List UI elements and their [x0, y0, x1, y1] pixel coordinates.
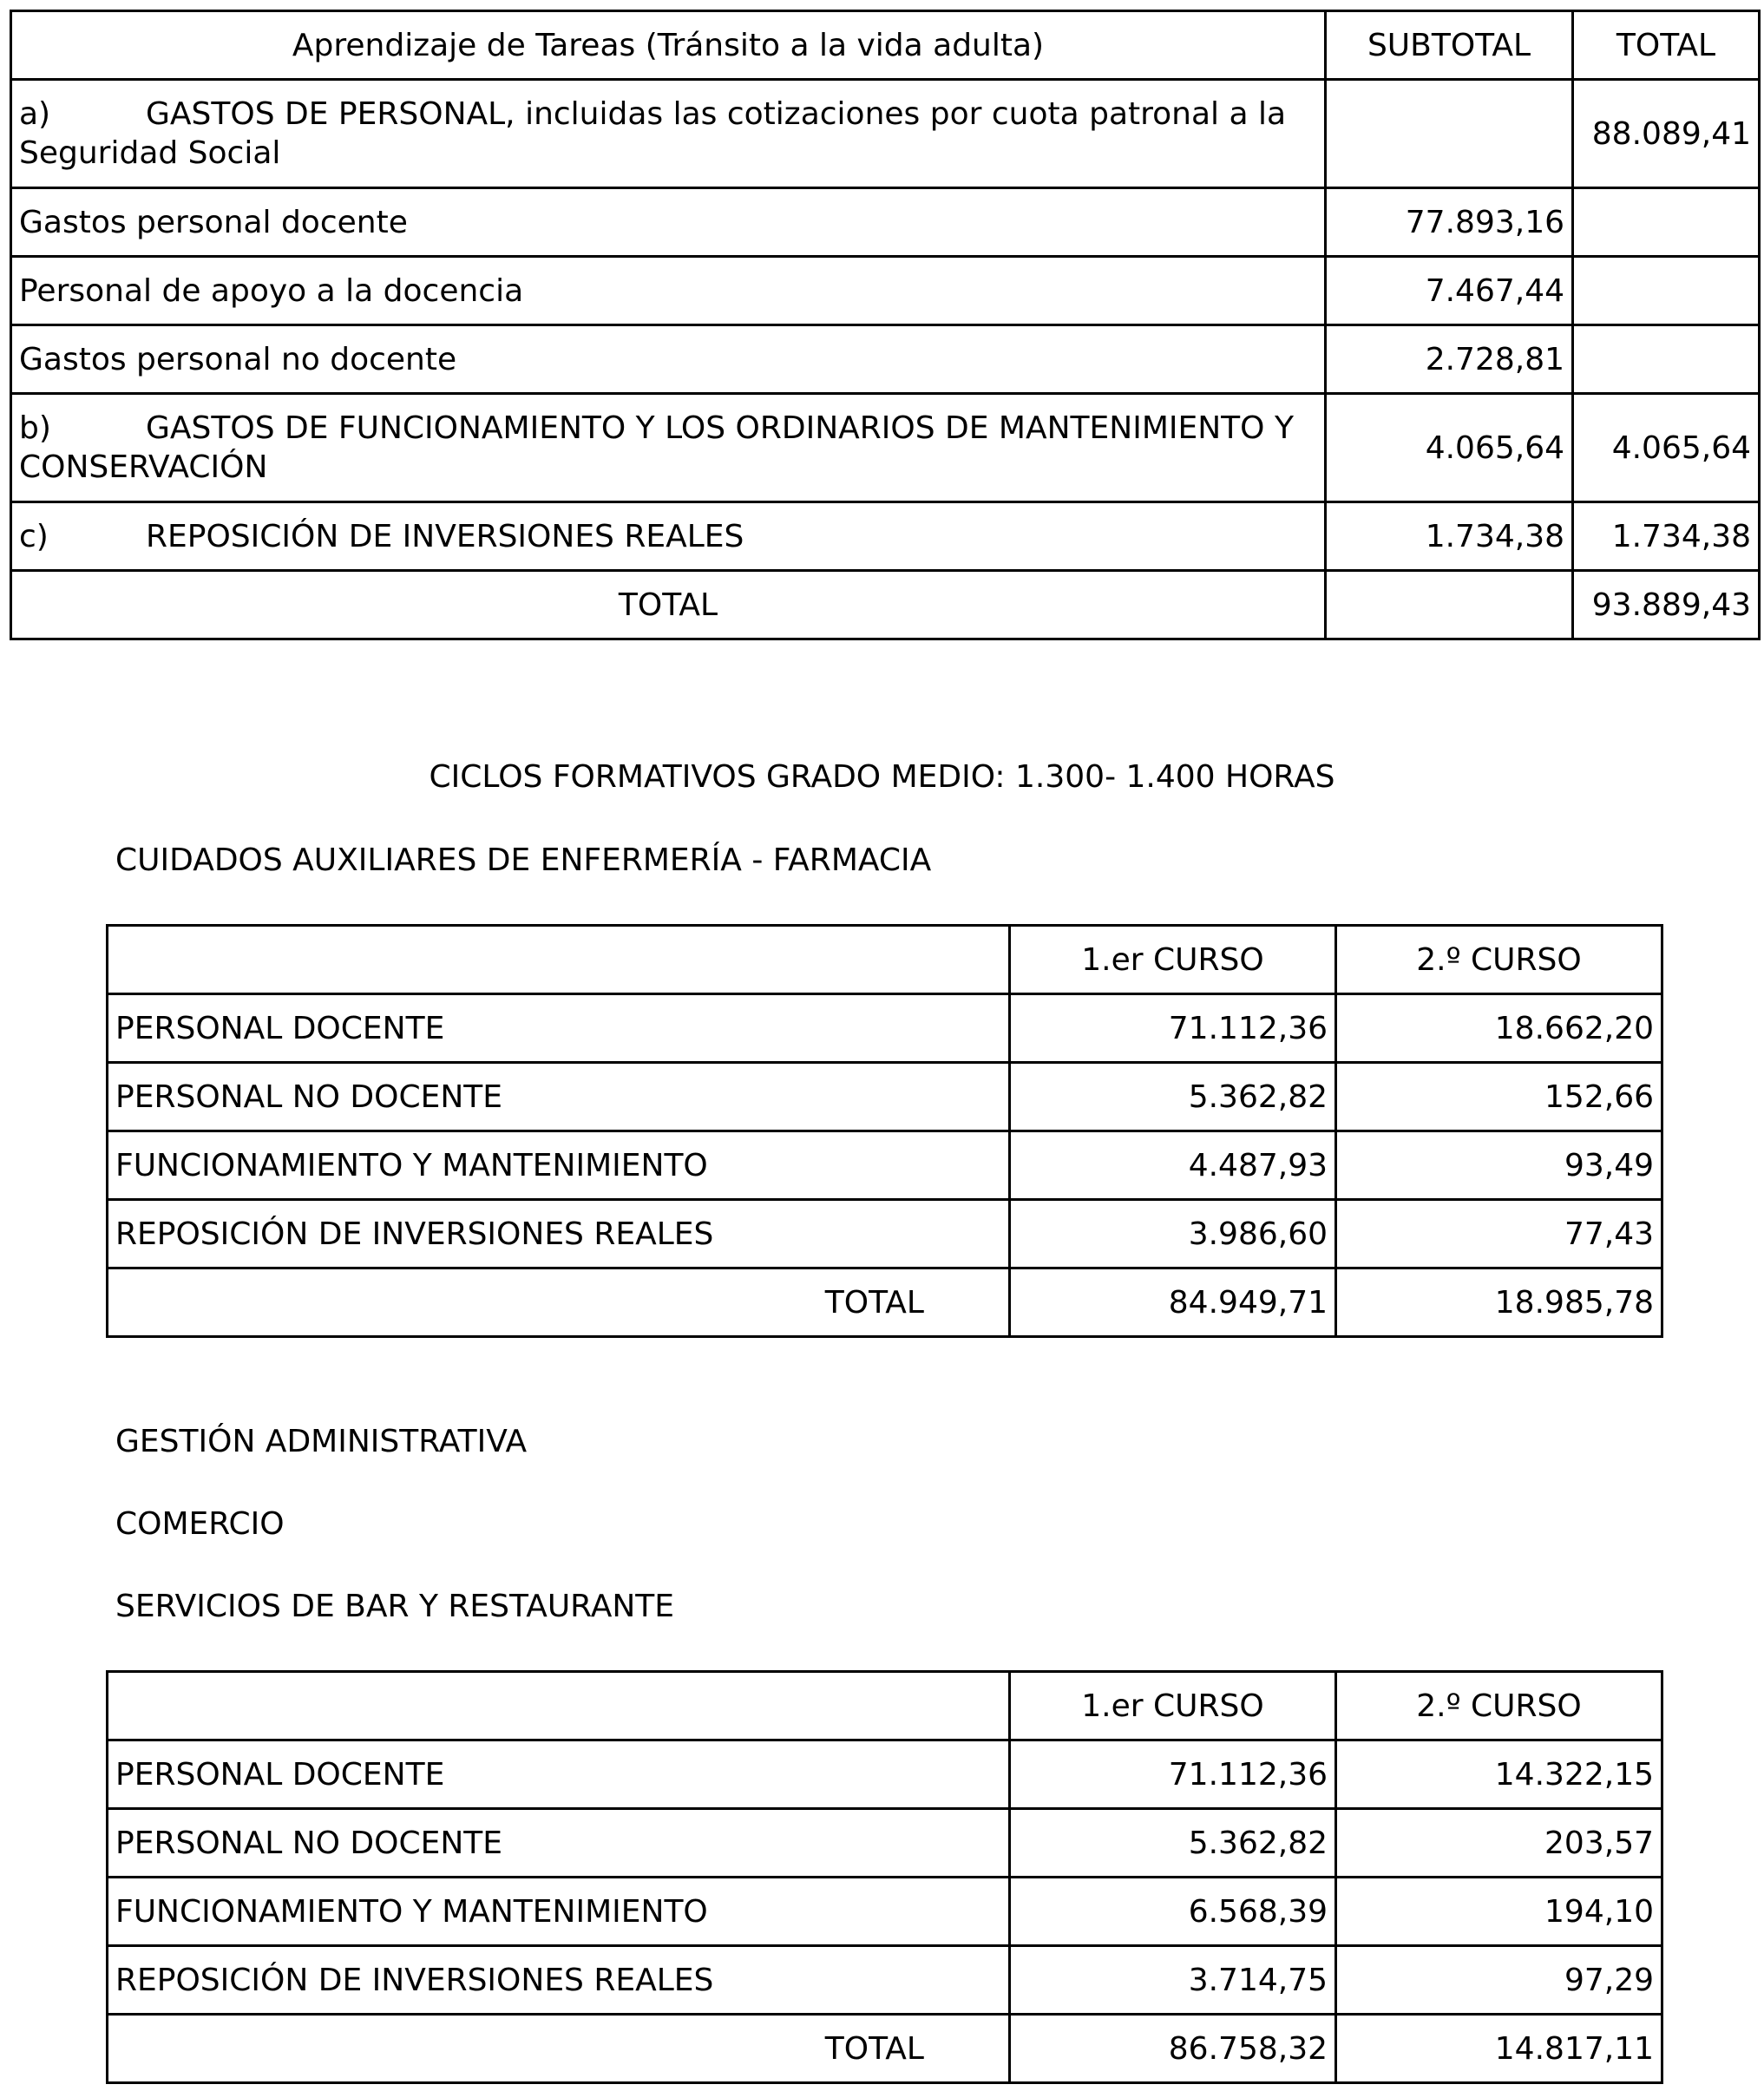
second-course-header: 2.º CURSO [1336, 926, 1662, 994]
second-course-cell: 18.662,20 [1336, 994, 1662, 1063]
total-label-cell [108, 1268, 1010, 1337]
first-course-cell: 4.487,93 [1010, 1131, 1336, 1200]
total-cell [1573, 257, 1760, 325]
total-label: TOTAL [11, 571, 1326, 639]
grand-total-cell: 93.889,43 [1573, 571, 1760, 639]
first-course-cell: 6.568,39 [1010, 1878, 1336, 1946]
table-row [11, 257, 1760, 325]
total-cell: 1.734,38 [1573, 502, 1760, 571]
second-course-cell: 194,10 [1336, 1878, 1662, 1946]
table-row [108, 1946, 1662, 2015]
row-label: REPOSICIÓN DE INVERSIONES REALES [108, 1946, 1010, 2015]
group-heading: SERVICIOS DE BAR Y RESTAURANTE [115, 1589, 675, 1624]
row-label: PERSONAL DOCENTE [108, 994, 1010, 1063]
second-course-cell: 97,29 [1336, 1946, 1662, 2015]
second-course-header: 2.º CURSO [1336, 1672, 1662, 1740]
budget-table-aprendizaje [10, 10, 1761, 640]
total-cell: 88.089,41 [1573, 80, 1760, 188]
row-label: PERSONAL NO DOCENTE [108, 1063, 1010, 1131]
row-text: GASTOS DE PERSONAL, incluidas las cotizaciones por cuota patronal a la Seguridad Social [19, 96, 1287, 171]
first-course-total: 84.949,71 [1010, 1268, 1336, 1337]
first-course-total: 86.758,32 [1010, 2015, 1336, 2083]
subtotal-cell: 7.467,44 [1326, 257, 1573, 325]
row-letter: b) [19, 410, 51, 446]
subtotal-cell [1326, 571, 1573, 639]
row-label [11, 394, 1326, 502]
subtotal-header: SUBTOTAL [1326, 11, 1573, 80]
table-row [108, 1063, 1662, 1131]
table-row [11, 325, 1760, 394]
table-row [11, 188, 1760, 257]
subtotal-cell: 77.893,16 [1326, 188, 1573, 257]
row-label: PERSONAL DOCENTE [108, 1740, 1010, 1809]
row-label: FUNCIONAMIENTO Y MANTENIMIENTO [108, 1131, 1010, 1200]
row-letter: a) [19, 96, 51, 132]
table-row [11, 394, 1760, 502]
total-cell: 4.065,64 [1573, 394, 1760, 502]
subtotal-cell: 1.734,38 [1326, 502, 1573, 571]
second-course-cell: 93,49 [1336, 1131, 1662, 1200]
table-row [108, 1200, 1662, 1268]
row-label: Personal de apoyo a la docencia [11, 257, 1326, 325]
subtotal-cell: 2.728,81 [1326, 325, 1573, 394]
table-row [108, 1740, 1662, 1809]
first-course-header: 1.er CURSO [1010, 926, 1336, 994]
second-course-total: 18.985,78 [1336, 1268, 1662, 1337]
table-header-row [11, 11, 1760, 80]
section-title: CICLOS FORMATIVOS GRADO MEDIO: 1.300- 1.400 HORAS [429, 759, 1335, 795]
row-label: REPOSICIÓN DE INVERSIONES REALES [108, 1200, 1010, 1268]
first-course-cell: 3.986,60 [1010, 1200, 1336, 1268]
first-course-header: 1.er CURSO [1010, 1672, 1336, 1740]
table-row [108, 1809, 1662, 1878]
header-blank [108, 1672, 1010, 1740]
total-label: TOTAL [824, 2030, 924, 2067]
row-label [11, 80, 1326, 188]
total-cell [1573, 188, 1760, 257]
table-total-row [108, 2015, 1662, 2083]
row-text: REPOSICIÓN DE INVERSIONES REALES [146, 518, 744, 554]
row-label: FUNCIONAMIENTO Y MANTENIMIENTO [108, 1878, 1010, 1946]
first-course-cell: 5.362,82 [1010, 1063, 1336, 1131]
table-header-row [108, 1672, 1662, 1740]
header-blank [108, 926, 1010, 994]
table-total-row [11, 571, 1760, 639]
row-text: GASTOS DE FUNCIONAMIENTO Y LOS ORDINARIOS DE MANTENIMIENTO Y CONSERVACIÓN [19, 410, 1294, 485]
table-header-row [108, 926, 1662, 994]
second-course-total: 14.817,11 [1336, 2015, 1662, 2083]
table-row [11, 502, 1760, 571]
table-row [108, 1878, 1662, 1946]
first-course-cell: 71.112,36 [1010, 994, 1336, 1063]
total-header: TOTAL [1573, 11, 1760, 80]
total-label-cell [108, 2015, 1010, 2083]
table-row [11, 80, 1760, 188]
first-course-cell: 5.362,82 [1010, 1809, 1336, 1878]
total-label: TOTAL [824, 1284, 924, 1321]
budget-table-gestion [106, 1670, 1663, 2084]
first-course-cell: 3.714,75 [1010, 1946, 1336, 2015]
second-course-cell: 14.322,15 [1336, 1740, 1662, 1809]
row-letter: c) [19, 518, 49, 554]
second-course-cell: 77,43 [1336, 1200, 1662, 1268]
second-course-cell: 203,57 [1336, 1809, 1662, 1878]
row-label [11, 502, 1326, 571]
table-row [108, 1131, 1662, 1200]
budget-table-enfermeria [106, 924, 1663, 1338]
second-course-cell: 152,66 [1336, 1063, 1662, 1131]
subtotal-cell: 4.065,64 [1326, 394, 1573, 502]
table-total-row [108, 1268, 1662, 1337]
group-heading: CUIDADOS AUXILIARES DE ENFERMERÍA - FARMACIA [115, 842, 932, 878]
row-label: Gastos personal docente [11, 188, 1326, 257]
table-title: Aprendizaje de Tareas (Tránsito a la vida adulta) [11, 11, 1326, 80]
row-label: PERSONAL NO DOCENTE [108, 1809, 1010, 1878]
total-cell [1573, 325, 1760, 394]
first-course-cell: 71.112,36 [1010, 1740, 1336, 1809]
table-row [108, 994, 1662, 1063]
subtotal-cell [1326, 80, 1573, 188]
group-heading: COMERCIO [115, 1506, 285, 1542]
row-label: Gastos personal no docente [11, 325, 1326, 394]
group-heading: GESTIÓN ADMINISTRATIVA [115, 1424, 528, 1459]
